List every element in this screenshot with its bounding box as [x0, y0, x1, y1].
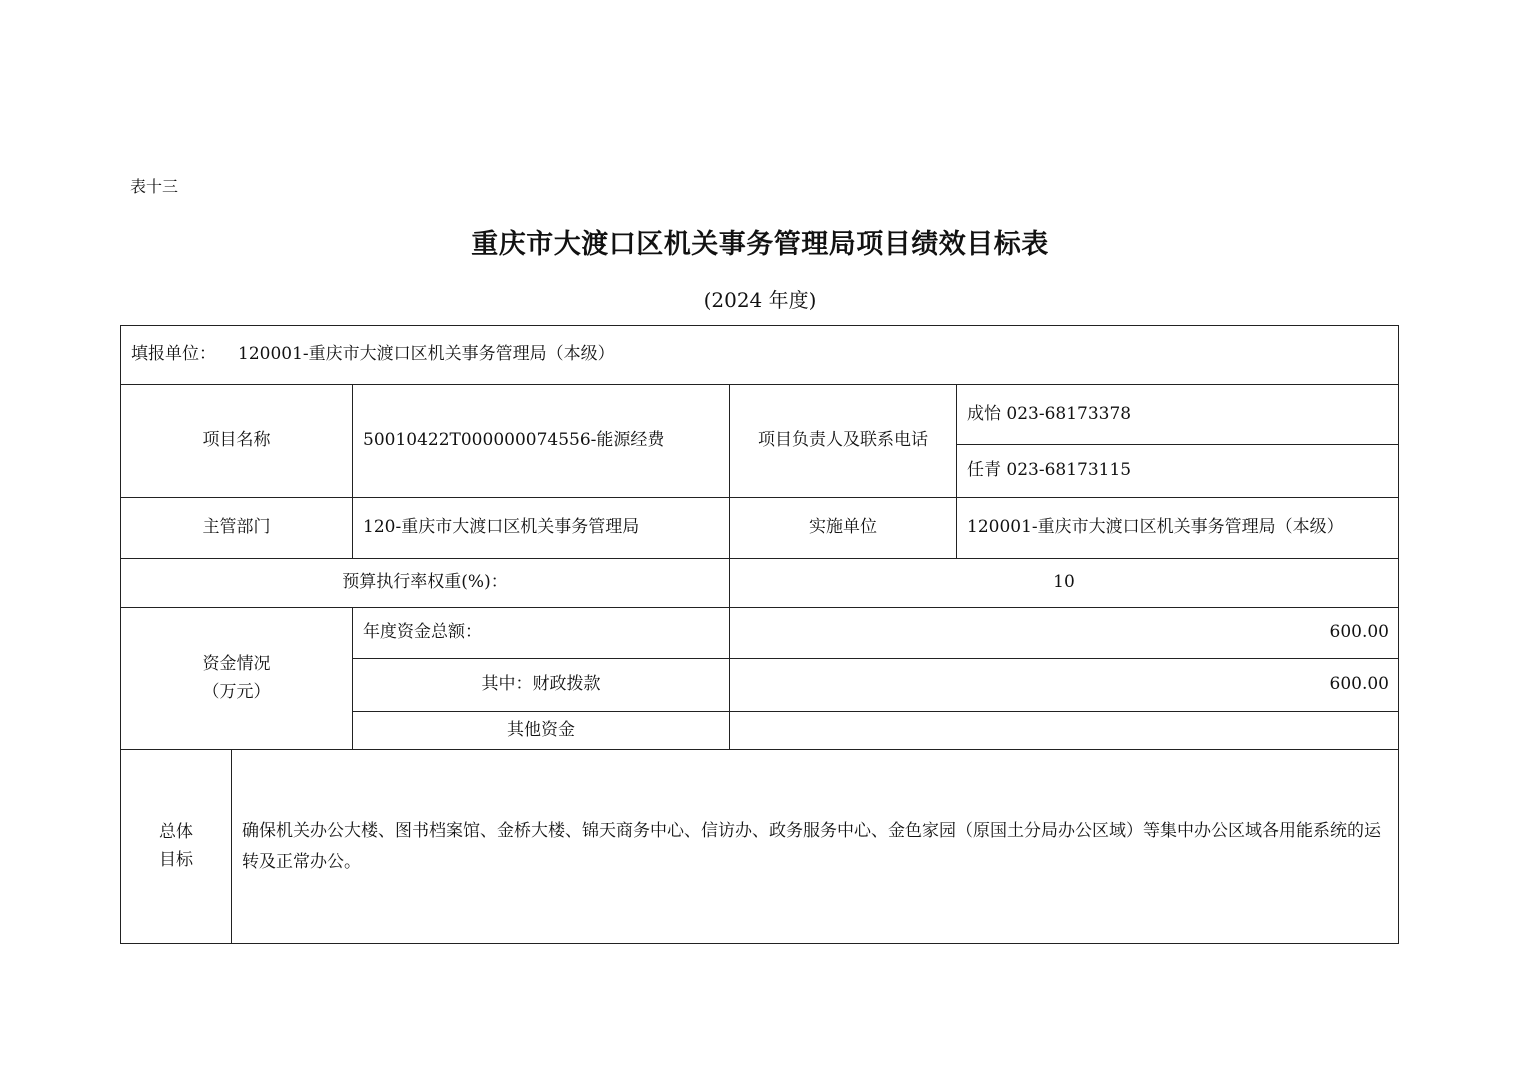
- page-title: 重庆市大渡口区机关事务管理局项目绩效目标表: [471, 229, 1049, 260]
- funds-total-value: 600.00: [729, 607, 1399, 659]
- goal-label-line2: 目标: [159, 849, 193, 870]
- filling-unit-value: 120001-重庆市大渡口区机关事务管理局（本级）: [238, 344, 615, 365]
- project-name-value: 50010422T000000074556-能源经费: [352, 384, 730, 498]
- filling-unit-label: 填报单位：: [131, 344, 216, 365]
- funds-total-label: 年度资金总额：: [352, 607, 730, 659]
- contact-1: 成怡 023-68173378: [956, 384, 1399, 445]
- project-name-label: 项目名称: [120, 384, 353, 498]
- funds-other-label: 其他资金: [352, 711, 730, 750]
- impl-unit-value: 120001-重庆市大渡口区机关事务管理局（本级）: [956, 497, 1399, 559]
- goal-label: [120, 749, 232, 944]
- impl-unit-label: 实施单位: [729, 497, 957, 559]
- goal-text: 确保机关办公大楼、图书档案馆、金桥大楼、锦天商务中心、信访办、政务服务中心、金色家园（原国土分局办公区域）等集中办公区域各用能系统的运转及正常办公。: [231, 749, 1399, 944]
- funds-fiscal-value: 600.00: [729, 658, 1399, 712]
- funds-label-line1: 资金情况: [202, 654, 271, 675]
- year-subtitle: (2024 年度): [703, 288, 817, 312]
- table-number: 表十三: [130, 177, 179, 196]
- performance-target-table: [120, 325, 1399, 944]
- filling-unit-row: [120, 325, 1399, 385]
- funds-other-value: [729, 711, 1399, 750]
- funds-fiscal-label: 其中：财政拨款: [352, 658, 730, 712]
- budget-weight-label: 预算执行率权重(%)：: [120, 558, 730, 608]
- goal-label-line1: 总体: [159, 822, 193, 843]
- funds-label-line2: （万元）: [202, 681, 271, 702]
- funds-label: [120, 607, 353, 750]
- contact-label: 项目负责人及联系电话: [729, 384, 957, 498]
- contact-2: 任青 023-68173115: [956, 444, 1399, 498]
- department-value: 120-重庆市大渡口区机关事务管理局: [352, 497, 730, 559]
- budget-weight-value: 10: [729, 558, 1399, 608]
- department-label: 主管部门: [120, 497, 353, 559]
